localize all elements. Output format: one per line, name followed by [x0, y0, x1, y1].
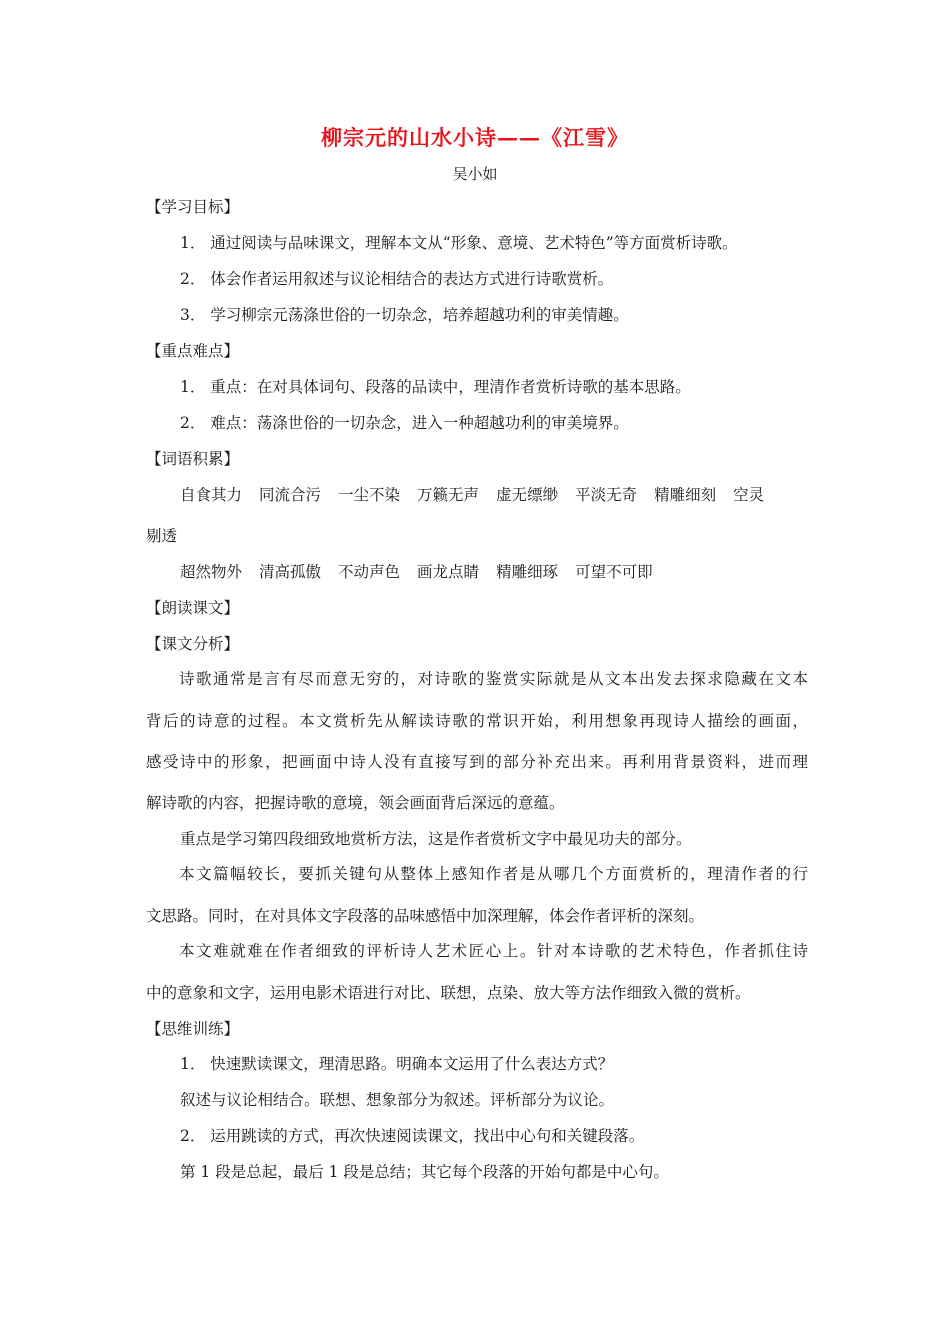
- analysis-paragraph-line: 诗歌通常是言有尽而意无穷的，对诗歌的鉴赏实际就是从文本出发去探求隐藏在文本: [179, 670, 808, 688]
- vocab-word: 一尘不染: [338, 486, 401, 504]
- goal-item: 2． 体会作者运用叙述与议论相结合的表达方式进行诗歌赏析。: [180, 270, 614, 288]
- analysis-paragraph-line: 本文篇幅较长，要抓关键句从整体上感知作者是从哪几个方面赏析的，理清作者的行: [179, 865, 808, 883]
- vocab-word: 自食其力: [180, 486, 243, 504]
- analysis-paragraph-line: 中的意象和文字，运用电影术语进行对比、联想，点染、放大等方法作细致入微的赏析。: [146, 984, 751, 1002]
- answer-text: 第 1 段是总起，最后 1 段是总结；其它每个段落的开始句都是中心句。: [180, 1163, 669, 1181]
- vocab-word: 万籁无声: [417, 486, 480, 504]
- goal-item: 3． 学习柳宗元荡涤世俗的一切杂念，培养超越功利的审美情趣。: [180, 306, 629, 324]
- answer-text: 叙述与议论相结合。联想、想象部分为叙述。评析部分为议论。: [180, 1091, 615, 1109]
- question-item: 1． 快速默读课文，理清思路。明确本文运用了什么表达方式？: [180, 1055, 614, 1073]
- heading-thinking-training: 【思维训练】: [146, 1020, 240, 1038]
- document-title: 柳宗元的山水小诗——《江雪》: [321, 125, 629, 150]
- vocab-word: 画龙点睛: [417, 563, 480, 581]
- vocab-word: 精雕细琢: [496, 563, 559, 581]
- vocabulary-row: [180, 562, 670, 582]
- key-point-item: 2． 难点：荡涤世俗的一切杂念，进入一种超越功利的审美境界。: [180, 414, 629, 432]
- heading-learning-goals: 【学习目标】: [146, 198, 240, 216]
- heading-vocabulary: 【词语积累】: [146, 450, 240, 468]
- question-item: 2． 运用跳读的方式，再次快速阅读课文，找出中心句和关键段落。: [180, 1127, 645, 1145]
- goal-item: 1． 通过阅读与品味课文，理解本文从“形象、意境、艺术特色”等方面赏析诗歌。: [180, 234, 738, 252]
- vocab-word: 虚无缥缈: [496, 486, 559, 504]
- analysis-paragraph-line: 解诗歌的内容，把握诗歌的意境，领会画面背后深远的意蕴。: [146, 794, 565, 812]
- analysis-paragraph-line: 本文难就难在作者细致的评析诗人艺术匠心上。针对本诗歌的艺术特色，作者抓住诗: [179, 942, 808, 960]
- analysis-paragraph-line: 文思路。同时，在对具体文字段落的品味感悟中加深理解，体会作者评析的深刻。: [146, 907, 705, 925]
- heading-text-analysis: 【课文分析】: [146, 635, 240, 653]
- analysis-paragraph-line: 感受诗中的形象，把画面中诗人没有直接写到的部分补充出来。再利用背景资料，进而理: [146, 753, 808, 771]
- key-point-item: 1． 重点：在对具体词句、段落的品读中，理清作者赏析诗歌的基本思路。: [180, 378, 691, 396]
- analysis-paragraph: 重点是学习第四段细致地赏析方法，这是作者赏析文字中最见功夫的部分。: [180, 830, 692, 848]
- vocab-word: 清高孤傲: [259, 563, 322, 581]
- vocab-word: 同流合污: [259, 486, 322, 504]
- vocab-word: 超然物外: [180, 563, 243, 581]
- analysis-paragraph-line: 背后的诗意的过程。本文赏析先从解读诗歌的常识开始，利用想象再现诗人描绘的画面，: [146, 712, 808, 730]
- vocab-word: 可望不可即: [575, 563, 653, 581]
- heading-key-points: 【重点难点】: [146, 342, 240, 360]
- heading-reading-aloud: 【朗读课文】: [146, 599, 240, 617]
- vocab-word: 精雕细刻: [654, 486, 717, 504]
- vocab-word: 不动声色: [338, 563, 401, 581]
- vocab-word-wrap: 剔透: [146, 527, 178, 545]
- vocab-word: 平淡无奇: [575, 486, 638, 504]
- vocabulary-row: [180, 485, 781, 505]
- vocab-word: 空灵: [733, 486, 765, 504]
- author-name: 吴小如: [452, 165, 498, 183]
